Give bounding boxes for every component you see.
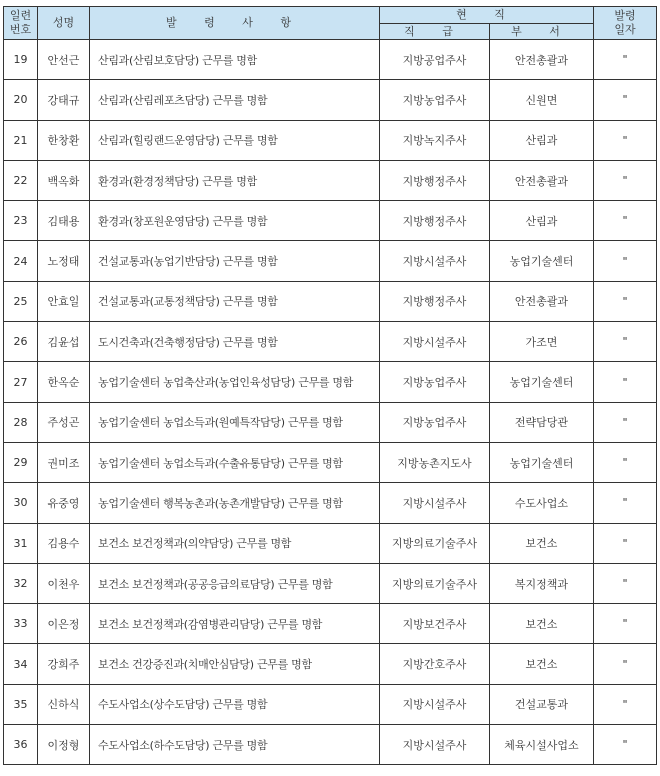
- date-cell: ": [594, 684, 657, 724]
- table-row: [4, 402, 657, 442]
- date-cell: ": [594, 40, 657, 80]
- table-row: [4, 120, 657, 160]
- name-cell: 강희주: [38, 644, 90, 684]
- name-cell: 노정태: [38, 241, 90, 281]
- command-cell: 수도사업소(상수도담당) 근무를 명함: [90, 684, 380, 724]
- rank-cell: 지방행정주사: [380, 201, 490, 241]
- rank-cell: 지방농업주사: [380, 402, 490, 442]
- name-cell: 신하식: [38, 684, 90, 724]
- department-cell: 복지정책과: [490, 563, 594, 603]
- date-cell: ": [594, 241, 657, 281]
- table-row: [4, 362, 657, 402]
- serial-number-cell: 34: [4, 644, 38, 684]
- department-cell: 안전총괄과: [490, 160, 594, 200]
- rank-cell: 지방시설주사: [380, 483, 490, 523]
- serial-number-cell: 36: [4, 725, 38, 765]
- date-cell: ": [594, 604, 657, 644]
- command-cell: 산림과(산림레포츠담당) 근무를 명함: [90, 80, 380, 120]
- rank-cell: 지방농업주사: [380, 80, 490, 120]
- header-name: 성명: [38, 7, 90, 40]
- command-cell: 농업기술센터 농업소득과(원예특작담당) 근무를 명함: [90, 402, 380, 442]
- command-cell: 농업기술센터 농업소득과(수출유통담당) 근무를 명함: [90, 442, 380, 482]
- date-cell: ": [594, 201, 657, 241]
- header-command: 발 령 사 항: [90, 7, 380, 40]
- name-cell: 김윤섭: [38, 322, 90, 362]
- table-row: [4, 523, 657, 563]
- header-rank: 직 급: [380, 24, 490, 40]
- rank-cell: 지방시설주사: [380, 322, 490, 362]
- rank-cell: 지방농촌지도사: [380, 442, 490, 482]
- header-department: 부 서: [490, 24, 594, 40]
- command-cell: 환경과(환경정책담당) 근무를 명함: [90, 160, 380, 200]
- serial-number-cell: 32: [4, 563, 38, 603]
- table-row: [4, 563, 657, 603]
- command-cell: 건설교통과(농업기반담당) 근무를 명함: [90, 241, 380, 281]
- department-cell: 안전총괄과: [490, 281, 594, 321]
- serial-number-cell: 28: [4, 402, 38, 442]
- table-row: [4, 604, 657, 644]
- table-row: [4, 281, 657, 321]
- command-cell: 농업기술센터 행복농촌과(농촌개발담당) 근무를 명함: [90, 483, 380, 523]
- serial-number-cell: 20: [4, 80, 38, 120]
- department-cell: 신원면: [490, 80, 594, 120]
- table-header: [4, 7, 657, 40]
- date-cell: ": [594, 80, 657, 120]
- date-cell: ": [594, 120, 657, 160]
- command-cell: 보건소 건강증진과(치매안심담당) 근무를 명함: [90, 644, 380, 684]
- rank-cell: 지방시설주사: [380, 725, 490, 765]
- command-cell: 건설교통과(교통정책담당) 근무를 명함: [90, 281, 380, 321]
- command-cell: 도시건축과(건축행정담당) 근무를 명함: [90, 322, 380, 362]
- table-body: [4, 40, 657, 765]
- command-cell: 보건소 보건정책과(감염병관리담당) 근무를 명함: [90, 604, 380, 644]
- department-cell: 건설교통과: [490, 684, 594, 724]
- department-cell: 수도사업소: [490, 483, 594, 523]
- table-row: [4, 80, 657, 120]
- command-cell: 보건소 보건정책과(공공응급의료담당) 근무를 명함: [90, 563, 380, 603]
- date-cell: ": [594, 281, 657, 321]
- name-cell: 안선근: [38, 40, 90, 80]
- rank-cell: 지방의료기술주사: [380, 523, 490, 563]
- name-cell: 안효일: [38, 281, 90, 321]
- serial-number-cell: 24: [4, 241, 38, 281]
- date-cell: ": [594, 483, 657, 523]
- department-cell: 전략담당관: [490, 402, 594, 442]
- rank-cell: 지방의료기술주사: [380, 563, 490, 603]
- rank-cell: 지방보건주사: [380, 604, 490, 644]
- table-row: [4, 241, 657, 281]
- header-current-position: 현 직: [380, 7, 594, 24]
- command-cell: 산림과(힐링랜드운영담당) 근무를 명함: [90, 120, 380, 160]
- rank-cell: 지방행정주사: [380, 281, 490, 321]
- date-cell: ": [594, 563, 657, 603]
- table-row: [4, 201, 657, 241]
- name-cell: 백옥화: [38, 160, 90, 200]
- table-row: [4, 40, 657, 80]
- department-cell: 가조면: [490, 322, 594, 362]
- department-cell: 안전총괄과: [490, 40, 594, 80]
- serial-number-cell: 25: [4, 281, 38, 321]
- serial-number-cell: 26: [4, 322, 38, 362]
- date-cell: ": [594, 362, 657, 402]
- date-cell: ": [594, 725, 657, 765]
- name-cell: 강태규: [38, 80, 90, 120]
- date-cell: ": [594, 523, 657, 563]
- serial-number-cell: 22: [4, 160, 38, 200]
- serial-number-cell: 23: [4, 201, 38, 241]
- date-cell: ": [594, 160, 657, 200]
- personnel-table-wrapper: [3, 6, 657, 765]
- name-cell: 한옥순: [38, 362, 90, 402]
- department-cell: 농업기술센터: [490, 362, 594, 402]
- header-serial-number: 일련 번호: [4, 7, 38, 40]
- personnel-order-table: [3, 6, 657, 765]
- name-cell: 김용수: [38, 523, 90, 563]
- serial-number-cell: 29: [4, 442, 38, 482]
- rank-cell: 지방공업주사: [380, 40, 490, 80]
- department-cell: 보건소: [490, 604, 594, 644]
- name-cell: 한창환: [38, 120, 90, 160]
- name-cell: 김태용: [38, 201, 90, 241]
- department-cell: 농업기술센터: [490, 241, 594, 281]
- table-row: [4, 684, 657, 724]
- serial-number-cell: 30: [4, 483, 38, 523]
- table-row: [4, 442, 657, 482]
- table-row: [4, 322, 657, 362]
- serial-number-cell: 31: [4, 523, 38, 563]
- serial-number-cell: 27: [4, 362, 38, 402]
- table-row: [4, 644, 657, 684]
- serial-number-cell: 33: [4, 604, 38, 644]
- table-row: [4, 483, 657, 523]
- date-cell: ": [594, 402, 657, 442]
- header-order-date: 발령 일자: [594, 7, 657, 40]
- rank-cell: 지방행정주사: [380, 160, 490, 200]
- department-cell: 보건소: [490, 523, 594, 563]
- command-cell: 수도사업소(하수도담당) 근무를 명함: [90, 725, 380, 765]
- name-cell: 이은정: [38, 604, 90, 644]
- rank-cell: 지방녹지주사: [380, 120, 490, 160]
- department-cell: 산림과: [490, 201, 594, 241]
- name-cell: 권미조: [38, 442, 90, 482]
- department-cell: 산림과: [490, 120, 594, 160]
- name-cell: 유중영: [38, 483, 90, 523]
- rank-cell: 지방농업주사: [380, 362, 490, 402]
- command-cell: 산림과(산림보호담당) 근무를 명함: [90, 40, 380, 80]
- serial-number-cell: 19: [4, 40, 38, 80]
- command-cell: 환경과(창포원운영담당) 근무를 명함: [90, 201, 380, 241]
- table-row: [4, 160, 657, 200]
- department-cell: 농업기술센터: [490, 442, 594, 482]
- department-cell: 보건소: [490, 644, 594, 684]
- command-cell: 농업기술센터 농업축산과(농업인육성담당) 근무를 명함: [90, 362, 380, 402]
- command-cell: 보건소 보건정책과(의약담당) 근무를 명함: [90, 523, 380, 563]
- name-cell: 이천우: [38, 563, 90, 603]
- name-cell: 주성곤: [38, 402, 90, 442]
- rank-cell: 지방간호주사: [380, 644, 490, 684]
- table-row: [4, 725, 657, 765]
- serial-number-cell: 21: [4, 120, 38, 160]
- rank-cell: 지방시설주사: [380, 241, 490, 281]
- date-cell: ": [594, 322, 657, 362]
- name-cell: 이정형: [38, 725, 90, 765]
- rank-cell: 지방시설주사: [380, 684, 490, 724]
- date-cell: ": [594, 442, 657, 482]
- department-cell: 체육시설사업소: [490, 725, 594, 765]
- date-cell: ": [594, 644, 657, 684]
- serial-number-cell: 35: [4, 684, 38, 724]
